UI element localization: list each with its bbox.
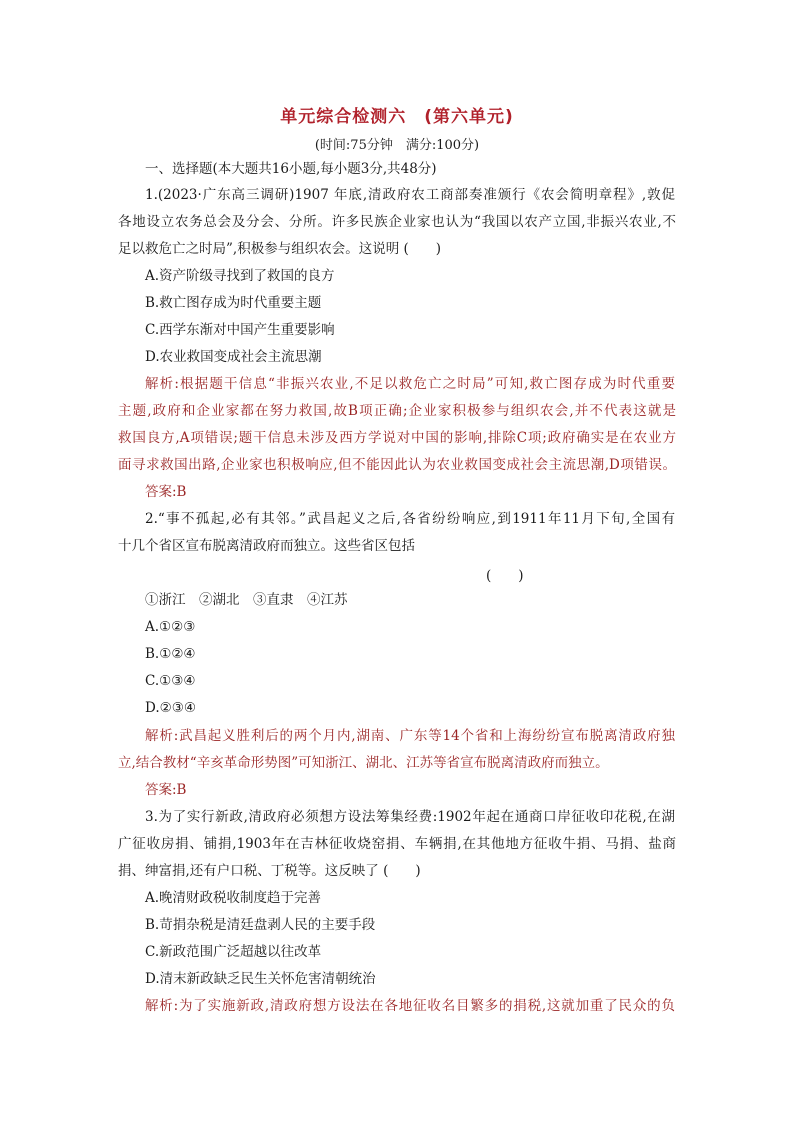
question-2-option-c: C.①③④ bbox=[145, 673, 196, 689]
question-1-option-b: B.救亡图存成为时代重要主题 bbox=[145, 295, 322, 311]
question-1-analysis: 主题,政府和企业家都在努力救国,故B项正确;企业家积极参与组织农会,并不代表这就是 bbox=[118, 403, 676, 419]
section-heading: 一、选择题(本大题共16小题,每小题3分,共48分) bbox=[145, 161, 437, 177]
question-1-analysis: 解析:根据题干信息“非振兴农业,不足以救危亡之时局”可知,救亡图存成为时代重要 bbox=[145, 376, 675, 392]
question-1-line: 各地设立农务总会及分会、分所。许多民族企业家也认为“我国以农产立国,非振兴农业,不 bbox=[118, 214, 676, 230]
question-2-analysis: 立,结合教材“辛亥革命形势图”可知浙江、湖北、江苏等省宣布脱离清政府而独立。 bbox=[118, 755, 609, 771]
question-3-option-a: A.晚清财政税收制度趋于完善 bbox=[145, 890, 322, 906]
question-1-analysis: 面寻求救国出路,企业家也积极响应,但不能因此认为农业救国变成社会主流思潮,D项错误。 bbox=[118, 457, 676, 473]
exam-info: (时间:75分钟 满分:100分) bbox=[314, 138, 480, 153]
question-1-option-a: A.资产阶级寻找到了救国的良方 bbox=[145, 268, 335, 284]
question-3-option-d: D.清末新政缺乏民生关怀危害清朝统治 bbox=[145, 971, 376, 987]
question-2-answer: 答案:B bbox=[145, 782, 187, 798]
page-title: 单元综合检测六 (第六单元) bbox=[280, 107, 514, 127]
question-1-analysis: 救国良方,A项错误;题干信息未涉及西方学说对中国的影响,排除C项;政府确实是在农业方 bbox=[118, 430, 676, 446]
question-1-answer: 答案:B bbox=[145, 484, 187, 500]
question-2-option-a: A.①②③ bbox=[145, 619, 196, 635]
question-3-line: 捐、绅富捐,还有户口税、丁税等。这反映了 ( ) bbox=[118, 863, 421, 879]
question-3-analysis: 解析:为了实施新政,清政府想方设法在各地征收名目繁多的捐税,这就加重了民众的负 bbox=[145, 998, 675, 1014]
question-2-line: 十几个省区宣布脱离清政府而独立。这些省区包括 bbox=[118, 538, 415, 554]
answer-blank: ( ) bbox=[486, 568, 524, 584]
question-2-line: 2.“事不孤起,必有其邻。”武昌起义之后,各省纷纷响应,到1911年11月下旬,全国有 bbox=[145, 511, 675, 527]
question-3-line: 3.为了实行新政,清政府必须想方设法筹集经费:1902年起在通商口岸征收印花税,在湖 bbox=[145, 809, 675, 825]
question-2-choices: ①浙江 ②湖北 ③直隶 ④江苏 bbox=[145, 592, 348, 608]
question-1-line: 足以救危亡之时局”,积极参与组织农会。这说明 ( ) bbox=[118, 241, 442, 257]
question-3-line: 广征收房捐、铺捐,1903年在吉林征收烧窑捐、车辆捐,在其他地方征收牛捐、马捐、盐商 bbox=[118, 836, 676, 852]
question-1-line: 1.(2023·广东高三调研)1907 年底,清政府农工商部奏准颁行《农会简明章程》,敦促 bbox=[145, 187, 675, 203]
question-2-analysis: 解析:武昌起义胜利后的两个月内,湖南、广东等14个省和上海纷纷宣布脱离清政府独 bbox=[145, 728, 675, 744]
question-2-option-d: D.②③④ bbox=[145, 700, 196, 716]
question-1-option-d: D.农业救国变成社会主流思潮 bbox=[145, 349, 322, 365]
question-3-option-b: B.苛捐杂税是清廷盘剥人民的主要手段 bbox=[145, 917, 376, 933]
question-1-option-c: C.西学东渐对中国产生重要影响 bbox=[145, 322, 335, 338]
question-3-option-c: C.新政范围广泛超越以往改革 bbox=[145, 944, 322, 960]
question-2-option-b: B.①②④ bbox=[145, 646, 196, 662]
